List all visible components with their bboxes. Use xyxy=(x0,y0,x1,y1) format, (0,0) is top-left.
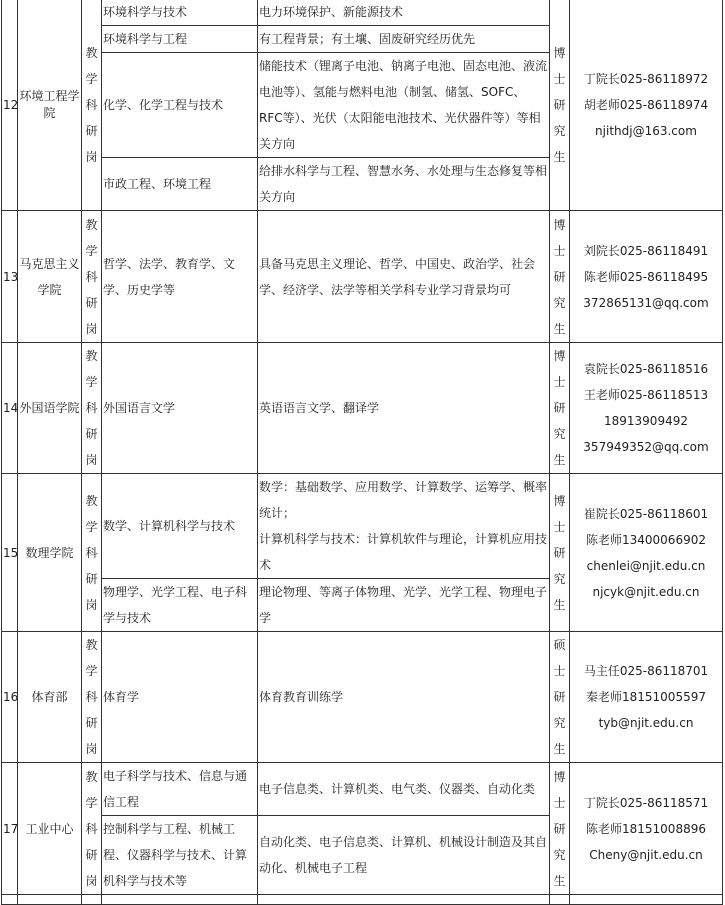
education: 博士研究生 xyxy=(550,0,570,211)
department: 环境工程学院 xyxy=(18,0,82,211)
post-type: 教学科研岗 xyxy=(82,211,102,343)
contact-line: njithdj@163.com xyxy=(595,123,697,138)
row-number: 14 xyxy=(2,343,18,474)
research-direction: 电力环境保护、新能源技术 xyxy=(258,0,550,26)
major: 哲学、法学、教育学、文学、历史学等 xyxy=(102,211,258,343)
cell xyxy=(102,895,258,905)
major: 物理学、光学工程、电子科学与技术 xyxy=(102,579,258,632)
post-type: 教学科研岗 xyxy=(82,632,102,763)
row-number: 15 xyxy=(2,474,18,632)
cell xyxy=(2,895,18,905)
contact-line: njcyk@njit.edu.cn xyxy=(592,584,700,599)
contact-line: 王老师025-86118513 xyxy=(583,388,709,402)
major: 环境科学与工程 xyxy=(102,26,258,53)
cell xyxy=(82,895,102,905)
major: 市政工程、环境工程 xyxy=(102,158,258,211)
contact xyxy=(570,763,723,895)
research-direction: 给排水科学与工程、智慧水务、水处理与生态修复等相关方向 xyxy=(258,158,550,211)
contact-line: tyb@njit.edu.cn xyxy=(598,716,694,730)
row-number: 12 xyxy=(2,0,18,211)
contact-line: 357949352@qq.com xyxy=(583,440,709,454)
contact-line: 18913909492 xyxy=(604,414,688,428)
cell xyxy=(550,895,570,905)
research-direction: 有工程背景；有土壤、固废研究经历优先 xyxy=(258,26,550,53)
contact-line: 丁院长025-86118571 xyxy=(583,795,709,810)
education: 硕士研究生 xyxy=(550,632,570,763)
department: 马克思主义学院 xyxy=(18,211,82,343)
post-type: 教学科研岗 xyxy=(82,0,102,211)
education: 博士研究生 xyxy=(550,343,570,474)
department: 数理学院 xyxy=(18,474,82,632)
contact xyxy=(570,343,723,474)
row-number: 13 xyxy=(2,211,18,343)
contact-line: 秦老师18151005597 xyxy=(586,690,706,704)
contact-line: 刘院长025-86118491 xyxy=(583,243,709,258)
major: 控制科学与工程、机械工程、仪器科学与技术、计算机科学与技术等 xyxy=(102,816,258,895)
recruitment-table xyxy=(1,0,723,905)
department: 体育部 xyxy=(18,632,82,763)
major: 化学、化学工程与技术 xyxy=(102,53,258,158)
table-row xyxy=(2,763,723,816)
major: 体育学 xyxy=(102,632,258,763)
research-direction: 储能技术（锂离子电池、钠离子电池、固态电池、液流电池等）、氢能与燃料电池（制氢、储氢、SOFC、RFC等）、光伏（太阳能电池技术、光伏器件等）等相关方向 xyxy=(258,53,550,158)
contact-line: chenlei@njit.edu.cn xyxy=(586,558,706,573)
research-direction-line: 数学：基础数学、应用数学、计算数学、运筹学、概率统计； xyxy=(259,480,548,520)
department: 工业中心 xyxy=(18,763,82,895)
table-row-partial xyxy=(2,895,723,905)
contact-line: 372865131@qq.com xyxy=(583,295,709,310)
research-direction: 具备马克思主义理论、哲学、中国史、政治学、社会学、经济学、法学等相关学科专业学习背景均可 xyxy=(258,211,550,343)
contact-line: 陈老师13400066902 xyxy=(586,532,706,547)
contact-line: 丁院长025-86118972 xyxy=(583,71,709,86)
research-direction: 体育教育训练学 xyxy=(258,632,550,763)
table-row xyxy=(2,632,723,763)
contact xyxy=(570,632,723,763)
table-row xyxy=(2,0,723,26)
contact xyxy=(570,211,723,343)
post-type: 教学科研岗 xyxy=(82,343,102,474)
education: 博士研究生 xyxy=(550,763,570,895)
major: 外国语言文学 xyxy=(102,343,258,474)
research-direction: 自动化类、电子信息类、计算机、机械设计制造及其自动化、机械电子工程 xyxy=(258,816,550,895)
major: 电子科学与技术、信息与通信工程 xyxy=(102,763,258,816)
post-type: 教学科研岗 xyxy=(82,763,102,895)
major: 环境科学与技术 xyxy=(102,0,258,26)
contact-line: 袁院长025-86118516 xyxy=(583,362,709,376)
table-row xyxy=(2,343,723,474)
contact-line: Cheny@njit.edu.cn xyxy=(589,847,703,862)
cell xyxy=(570,895,723,905)
research-direction xyxy=(258,474,550,579)
contact xyxy=(570,474,723,632)
education: 博士研究生 xyxy=(550,474,570,632)
table-row xyxy=(2,474,723,579)
cell xyxy=(258,895,550,905)
major: 数学、计算机科学与技术 xyxy=(102,474,258,579)
contact-line: 马主任025-86118701 xyxy=(583,664,709,678)
contact xyxy=(570,0,723,211)
education: 博士研究生 xyxy=(550,211,570,343)
research-direction: 英语语言文学、翻译学 xyxy=(258,343,550,474)
row-number: 17 xyxy=(2,763,18,895)
row-number: 16 xyxy=(2,632,18,763)
contact-line: 陈老师025-86118495 xyxy=(583,269,709,284)
research-direction: 理论物理、等离子体物理、光学、光学工程、物理电子学 xyxy=(258,579,550,632)
contact-line: 崔院长025-86118601 xyxy=(583,506,709,521)
cell xyxy=(18,895,82,905)
research-direction-line: 计算机科学与技术：计算机软件与理论，计算机应用技术 xyxy=(259,532,548,572)
research-direction: 电子信息类、计算机类、电气类、仪器类、自动化类 xyxy=(258,763,550,816)
post-type: 教学科研岗 xyxy=(82,474,102,632)
table-row xyxy=(2,211,723,343)
contact-line: 胡老师025-86118974 xyxy=(583,97,709,112)
department: 外国语学院 xyxy=(18,343,82,474)
contact-line: 陈老师18151008896 xyxy=(586,821,706,836)
